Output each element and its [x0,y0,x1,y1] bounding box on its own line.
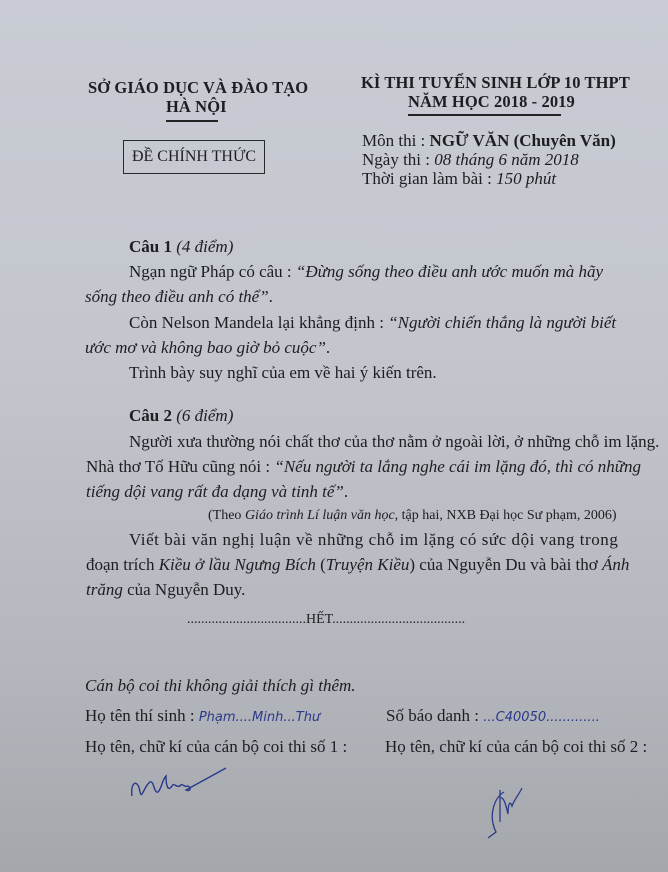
proctor-note: Cán bộ coi thi không giải thích gì thêm. [85,676,356,695]
city-name: HÀ NỘI [166,97,227,116]
proverb-end: . [268,287,273,306]
subject-value: NGỮ VĂN (Chuyên Văn) [429,131,616,150]
official-exam-label: ĐỀ CHÍNH THỨC [131,148,257,165]
question-2-task-line2 [86,555,629,575]
candidate-number-label: Số báo danh : [386,706,484,725]
tohuu-quote-part1: “Nếu người ta lắng nghe cái im lặng đó, thì có những [274,457,642,476]
proctor-1-label: Họ tên, chữ kí của cán bộ coi thi số 1 : [85,737,348,756]
question-2-tohuu-line1 [86,457,641,477]
tohuu-intro: Nhà thơ Tố Hữu cũng nói : [86,457,275,476]
question-2-task-line3 [86,580,245,600]
question-2-points: (6 điểm) [176,406,234,425]
question-1-proverb-line1 [129,262,603,282]
duration-value: 150 phút [496,169,557,188]
source-prefix: (Theo [208,508,245,523]
exam-date-label: Ngày thi : [362,150,435,169]
candidate-number-field [386,706,600,726]
source-details: , tập hai, NXB Đại học Sư phạm, 2006) [394,508,617,523]
header-left-underline [166,120,218,122]
candidate-name-value: Phạm....Minh...Thư [198,710,321,725]
proverb-intro: Ngạn ngữ Pháp có câu : [129,262,296,281]
mandela-intro: Còn Nelson Mandela lại khẳng định : [129,313,389,332]
task-text: ) của Nguyễn Du và bài thơ [409,555,603,574]
official-exam-stamp [123,140,265,174]
task-text: của Nguyễn Duy. [122,580,246,599]
question-2-heading [129,406,233,426]
subject-label: Môn thi : [362,131,430,150]
work-title-kieu-lau-ngung-bich: Kiều ở lầu Ngưng Bích [158,555,316,574]
work-title-anh-trang-part1: Ánh [602,555,630,574]
department-name: SỞ GIÁO DỤC VÀ ĐÀO TẠO [88,78,309,97]
question-1-points: (4 điểm) [176,237,234,256]
work-title-truyen-kieu: Truyện Kiều [325,555,410,574]
candidate-number-value: ...C40050............. [483,710,600,725]
question-1-task: Trình bày suy nghĩ của em về hai ý kiến trên. [129,363,437,382]
source-book-title: Giáo trình Lí luận văn học [244,508,395,523]
proctor-2-label: Họ tên, chữ kí của cán bộ coi thi số 2 : [385,737,648,756]
exam-date-value: 08 tháng 6 năm 2018 [434,150,579,169]
subject-line [362,131,616,151]
candidate-name-label: Họ tên thí sinh : [85,706,199,725]
mandela-quote-part2: ước mơ và không bao giờ bỏ cuộc” [85,338,326,357]
question-1-title: Câu 1 [129,237,172,256]
mandela-quote-part1: “Người chiến thắng là người biết [388,313,617,332]
question-1-proverb-line2 [85,287,273,307]
exam-date-line [362,150,579,170]
candidate-name-field [85,706,320,726]
question-2-tohuu-line2 [86,482,348,502]
work-title-anh-trang-part2: trăng [86,580,123,599]
header-right-underline [408,114,561,116]
question-2-source [208,508,617,524]
mandela-end: . [325,338,331,357]
proverb-quote-part2: sống theo điều anh có thể” [85,287,269,306]
proctor-2-signature [484,786,534,846]
question-1-heading [129,237,233,257]
school-year: NĂM HỌC 2018 - 2019 [408,92,575,111]
exam-title: KÌ THI TUYỂN SINH LỚP 10 THPT [361,73,630,92]
question-2-intro: Người xưa thường nói chất thơ của thơ nằm ở ngoài lời, ở những chỗ im lặng. [129,432,660,451]
proctor-1-signature [128,764,248,804]
end-marker: ..................................HẾT...................................... [187,612,466,627]
question-1-mandela-line1 [129,313,616,333]
question-2-task-line1: Viết bài văn nghị luận về những chỗ im lặng có sức dội vang trong [129,530,619,549]
tohuu-quote-part2: tiếng dội vang rất đa dạng và tinh tế” [86,482,344,501]
question-2-title: Câu 2 [129,406,172,425]
duration-label: Thời gian làm bài : [362,169,497,188]
task-text: đoạn trích [86,555,159,574]
proverb-quote-part1: “Đừng sống theo điều anh ước muốn mà hãy [295,262,604,281]
question-1-mandela-line2 [85,338,330,358]
duration-line [362,169,556,189]
tohuu-end: . [343,482,349,501]
task-text: ( [315,555,326,574]
